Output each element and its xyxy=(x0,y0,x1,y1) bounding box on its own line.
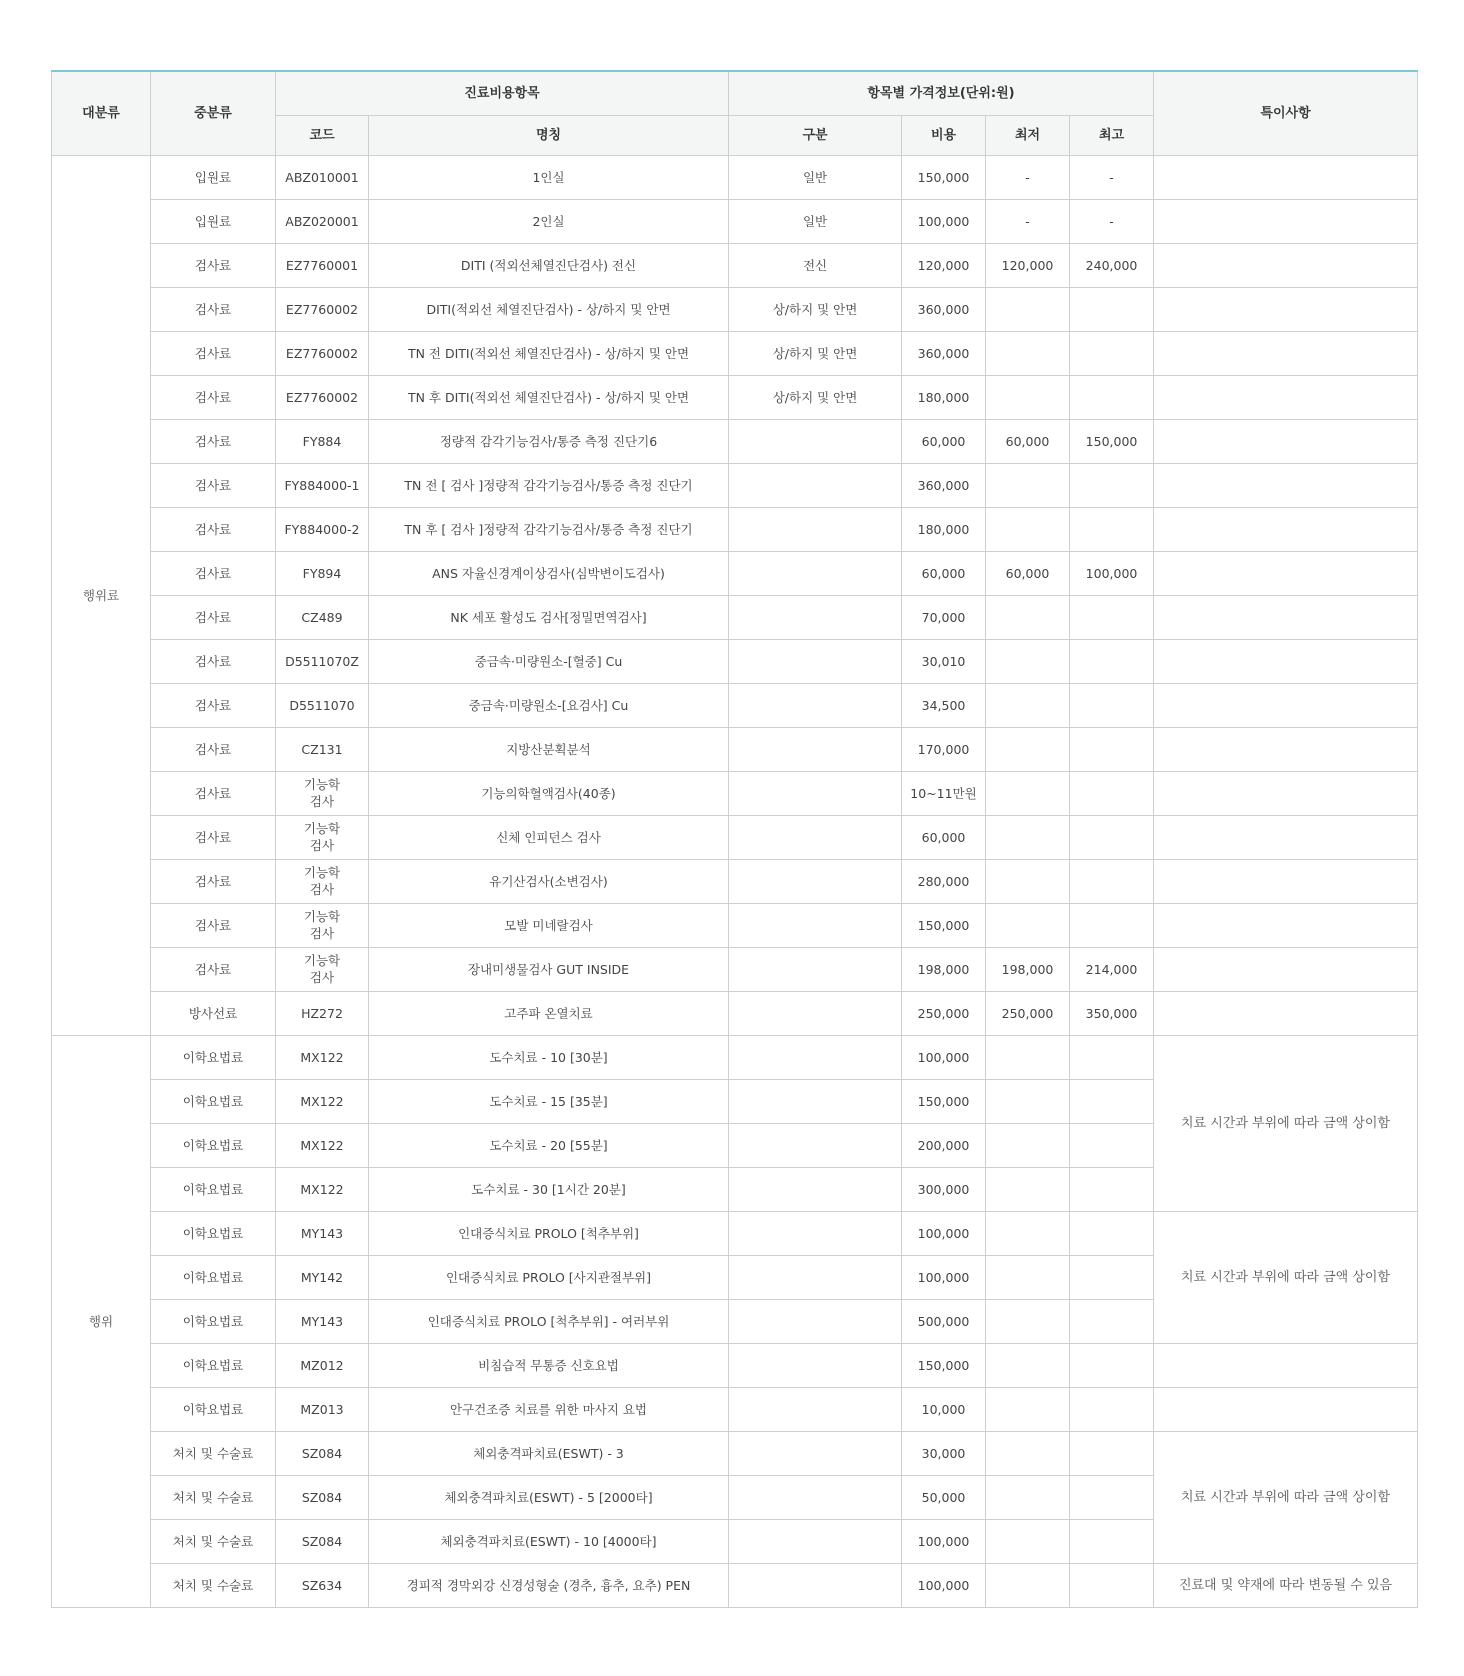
type-cell xyxy=(729,1343,902,1387)
notes-cell: 치료 시간과 부위에 따라 금액 상이함 xyxy=(1154,1211,1418,1343)
code-cell: 기능학 검사 xyxy=(276,903,369,947)
max-price-cell xyxy=(1070,1343,1154,1387)
min-price-cell xyxy=(986,1079,1070,1123)
code-cell: MX122 xyxy=(276,1167,369,1211)
cost-cell: 30,000 xyxy=(902,1431,986,1475)
middle-category-cell: 이학요법료 xyxy=(151,1343,276,1387)
cost-cell: 150,000 xyxy=(902,155,986,199)
table-row xyxy=(52,155,1418,199)
name-cell: 중금속·미량원소-[요검사] Cu xyxy=(369,683,729,727)
cost-cell: 500,000 xyxy=(902,1299,986,1343)
min-price-cell xyxy=(986,287,1070,331)
name-cell: 인대증식치료 PROLO [척추부위] xyxy=(369,1211,729,1255)
min-price-cell xyxy=(986,1563,1070,1607)
name-cell: DITI(적외선 체열진단검사) - 상/하지 및 안면 xyxy=(369,287,729,331)
middle-category-cell: 검사료 xyxy=(151,287,276,331)
max-price-cell: 100,000 xyxy=(1070,551,1154,595)
code-cell: FY894 xyxy=(276,551,369,595)
min-price-cell xyxy=(986,595,1070,639)
table-row xyxy=(52,859,1418,903)
max-price-cell xyxy=(1070,1563,1154,1607)
header-max: 최고 xyxy=(1070,115,1154,155)
max-price-cell: 350,000 xyxy=(1070,991,1154,1035)
header-code: 코드 xyxy=(276,115,369,155)
type-cell: 상/하지 및 안면 xyxy=(729,375,902,419)
cost-cell: 198,000 xyxy=(902,947,986,991)
name-cell: TN 전 [ 검사 ]정량적 감각기능검사/통증 측정 진단기 xyxy=(369,463,729,507)
code-cell: MX122 xyxy=(276,1123,369,1167)
cost-cell: 250,000 xyxy=(902,991,986,1035)
min-price-cell xyxy=(986,815,1070,859)
middle-category-cell: 이학요법료 xyxy=(151,1035,276,1079)
min-price-cell xyxy=(986,463,1070,507)
code-cell: SZ084 xyxy=(276,1475,369,1519)
middle-category-cell: 이학요법료 xyxy=(151,1123,276,1167)
type-cell: 상/하지 및 안면 xyxy=(729,331,902,375)
type-cell xyxy=(729,727,902,771)
middle-category-cell: 처치 및 수술료 xyxy=(151,1519,276,1563)
notes-cell: 치료 시간과 부위에 따라 금액 상이함 xyxy=(1154,1035,1418,1211)
middle-category-cell: 검사료 xyxy=(151,859,276,903)
max-price-cell xyxy=(1070,463,1154,507)
table-row xyxy=(52,331,1418,375)
table-row xyxy=(52,639,1418,683)
max-price-cell xyxy=(1070,1519,1154,1563)
name-cell: TN 전 DITI(적외선 체열진단검사) - 상/하지 및 안면 xyxy=(369,331,729,375)
max-price-cell xyxy=(1070,859,1154,903)
header-item-group: 진료비용항목 xyxy=(276,71,729,115)
table-row xyxy=(52,1563,1418,1607)
code-cell: HZ272 xyxy=(276,991,369,1035)
table-row xyxy=(52,507,1418,551)
notes-cell xyxy=(1154,903,1418,947)
notes-cell xyxy=(1154,639,1418,683)
type-cell xyxy=(729,1079,902,1123)
min-price-cell xyxy=(986,1299,1070,1343)
middle-category-cell: 검사료 xyxy=(151,683,276,727)
code-cell: 기능학 검사 xyxy=(276,859,369,903)
cost-cell: 60,000 xyxy=(902,551,986,595)
type-cell xyxy=(729,1299,902,1343)
cost-cell: 34,500 xyxy=(902,683,986,727)
table-row xyxy=(52,551,1418,595)
header-notes: 특이사항 xyxy=(1154,71,1418,155)
table-row xyxy=(52,375,1418,419)
type-cell xyxy=(729,859,902,903)
middle-category-cell: 검사료 xyxy=(151,947,276,991)
middle-category-cell: 이학요법료 xyxy=(151,1079,276,1123)
notes-cell xyxy=(1154,375,1418,419)
max-price-cell xyxy=(1070,1475,1154,1519)
min-price-cell xyxy=(986,1519,1070,1563)
cost-cell: 180,000 xyxy=(902,507,986,551)
max-price-cell xyxy=(1070,375,1154,419)
name-cell: 고주파 온열치료 xyxy=(369,991,729,1035)
notes-cell xyxy=(1154,331,1418,375)
table-row xyxy=(52,463,1418,507)
max-price-cell xyxy=(1070,815,1154,859)
type-cell xyxy=(729,1211,902,1255)
header-major: 대분류 xyxy=(52,71,151,155)
name-cell: DITI (적외선체열진단검사) 전신 xyxy=(369,243,729,287)
max-price-cell: - xyxy=(1070,155,1154,199)
cost-cell: 70,000 xyxy=(902,595,986,639)
cost-cell: 360,000 xyxy=(902,331,986,375)
code-cell: 기능학 검사 xyxy=(276,815,369,859)
name-cell: 정량적 감각기능검사/통증 측정 진단기6 xyxy=(369,419,729,463)
min-price-cell xyxy=(986,375,1070,419)
max-price-cell xyxy=(1070,1035,1154,1079)
code-cell: MX122 xyxy=(276,1079,369,1123)
type-cell: 일반 xyxy=(729,199,902,243)
table-row xyxy=(52,1431,1418,1475)
notes-cell xyxy=(1154,1387,1418,1431)
min-price-cell xyxy=(986,331,1070,375)
name-cell: 도수치료 - 10 [30분] xyxy=(369,1035,729,1079)
name-cell: 비침습적 무통증 신호요법 xyxy=(369,1343,729,1387)
max-price-cell xyxy=(1070,1255,1154,1299)
name-cell: NK 세포 활성도 검사[정밀면역검사] xyxy=(369,595,729,639)
type-cell xyxy=(729,1123,902,1167)
code-cell: SZ634 xyxy=(276,1563,369,1607)
code-cell: D5511070Z xyxy=(276,639,369,683)
min-price-cell: 198,000 xyxy=(986,947,1070,991)
name-cell: 체외충격파치료(ESWT) - 3 xyxy=(369,1431,729,1475)
cost-cell: 50,000 xyxy=(902,1475,986,1519)
type-cell xyxy=(729,1255,902,1299)
table-row xyxy=(52,199,1418,243)
type-cell xyxy=(729,947,902,991)
type-cell xyxy=(729,551,902,595)
type-cell xyxy=(729,683,902,727)
table-row xyxy=(52,595,1418,639)
middle-category-cell: 처치 및 수술료 xyxy=(151,1475,276,1519)
min-price-cell: - xyxy=(986,199,1070,243)
cost-cell: 150,000 xyxy=(902,1079,986,1123)
notes-cell xyxy=(1154,947,1418,991)
max-price-cell xyxy=(1070,639,1154,683)
table-row xyxy=(52,1035,1418,1079)
name-cell: 신체 인피던스 검사 xyxy=(369,815,729,859)
max-price-cell xyxy=(1070,1167,1154,1211)
min-price-cell xyxy=(986,1475,1070,1519)
table-row xyxy=(52,903,1418,947)
name-cell: ANS 자율신경계이상검사(심박변이도검사) xyxy=(369,551,729,595)
notes-cell xyxy=(1154,199,1418,243)
middle-category-cell: 검사료 xyxy=(151,903,276,947)
middle-category-cell: 검사료 xyxy=(151,419,276,463)
type-cell xyxy=(729,991,902,1035)
type-cell xyxy=(729,1035,902,1079)
type-cell xyxy=(729,1475,902,1519)
min-price-cell xyxy=(986,1035,1070,1079)
min-price-cell xyxy=(986,683,1070,727)
min-price-cell xyxy=(986,727,1070,771)
table-row xyxy=(52,727,1418,771)
name-cell: 1인실 xyxy=(369,155,729,199)
middle-category-cell: 이학요법료 xyxy=(151,1167,276,1211)
min-price-cell xyxy=(986,1255,1070,1299)
code-cell: MX122 xyxy=(276,1035,369,1079)
cost-cell: 180,000 xyxy=(902,375,986,419)
cost-cell: 100,000 xyxy=(902,1255,986,1299)
notes-cell xyxy=(1154,683,1418,727)
code-cell: MY143 xyxy=(276,1299,369,1343)
max-price-cell xyxy=(1070,1211,1154,1255)
cost-cell: 100,000 xyxy=(902,1035,986,1079)
notes-cell xyxy=(1154,991,1418,1035)
middle-category-cell: 검사료 xyxy=(151,771,276,815)
type-cell xyxy=(729,815,902,859)
name-cell: 장내미생물검사 GUT INSIDE xyxy=(369,947,729,991)
middle-category-cell: 입원료 xyxy=(151,155,276,199)
price-table xyxy=(51,70,1418,1608)
middle-category-cell: 검사료 xyxy=(151,375,276,419)
type-cell: 전신 xyxy=(729,243,902,287)
type-cell xyxy=(729,1519,902,1563)
code-cell: FY884000-2 xyxy=(276,507,369,551)
name-cell: 도수치료 - 30 [1시간 20분] xyxy=(369,1167,729,1211)
code-cell: MZ012 xyxy=(276,1343,369,1387)
min-price-cell xyxy=(986,1123,1070,1167)
max-price-cell xyxy=(1070,727,1154,771)
min-price-cell xyxy=(986,859,1070,903)
name-cell: 도수치료 - 15 [35분] xyxy=(369,1079,729,1123)
max-price-cell xyxy=(1070,683,1154,727)
code-cell: EZ7760002 xyxy=(276,375,369,419)
notes-cell xyxy=(1154,815,1418,859)
code-cell: MY142 xyxy=(276,1255,369,1299)
min-price-cell: - xyxy=(986,155,1070,199)
major-category-cell: 행위료 xyxy=(52,155,151,1035)
max-price-cell xyxy=(1070,1299,1154,1343)
table-row xyxy=(52,287,1418,331)
table-row xyxy=(52,815,1418,859)
type-cell: 일반 xyxy=(729,155,902,199)
header-cost: 비용 xyxy=(902,115,986,155)
notes-cell xyxy=(1154,1343,1418,1387)
type-cell xyxy=(729,419,902,463)
type-cell xyxy=(729,595,902,639)
code-cell: EZ7760002 xyxy=(276,287,369,331)
middle-category-cell: 이학요법료 xyxy=(151,1387,276,1431)
middle-category-cell: 검사료 xyxy=(151,815,276,859)
cost-cell: 10,000 xyxy=(902,1387,986,1431)
min-price-cell xyxy=(986,1211,1070,1255)
cost-cell: 150,000 xyxy=(902,1343,986,1387)
table-row xyxy=(52,947,1418,991)
notes-cell xyxy=(1154,243,1418,287)
middle-category-cell: 처치 및 수술료 xyxy=(151,1563,276,1607)
cost-cell: 360,000 xyxy=(902,463,986,507)
max-price-cell xyxy=(1070,1431,1154,1475)
table-row xyxy=(52,419,1418,463)
notes-cell xyxy=(1154,287,1418,331)
max-price-cell xyxy=(1070,331,1154,375)
type-cell xyxy=(729,1431,902,1475)
cost-cell: 360,000 xyxy=(902,287,986,331)
name-cell: 기능의학혈액검사(40종) xyxy=(369,771,729,815)
cost-cell: 100,000 xyxy=(902,1519,986,1563)
middle-category-cell: 방사선료 xyxy=(151,991,276,1035)
min-price-cell xyxy=(986,639,1070,683)
middle-category-cell: 검사료 xyxy=(151,243,276,287)
cost-cell: 30,010 xyxy=(902,639,986,683)
notes-cell: 진료대 및 약재에 따라 변동될 수 있음 xyxy=(1154,1563,1418,1607)
type-cell xyxy=(729,507,902,551)
middle-category-cell: 이학요법료 xyxy=(151,1255,276,1299)
table-row xyxy=(52,683,1418,727)
cost-cell: 120,000 xyxy=(902,243,986,287)
major-category-cell: 행위 xyxy=(52,1035,151,1607)
min-price-cell xyxy=(986,903,1070,947)
notes-cell xyxy=(1154,419,1418,463)
code-cell: SZ084 xyxy=(276,1431,369,1475)
cost-cell: 150,000 xyxy=(902,903,986,947)
middle-category-cell: 검사료 xyxy=(151,331,276,375)
middle-category-cell: 검사료 xyxy=(151,639,276,683)
min-price-cell: 60,000 xyxy=(986,551,1070,595)
type-cell: 상/하지 및 안면 xyxy=(729,287,902,331)
min-price-cell xyxy=(986,1167,1070,1211)
min-price-cell: 60,000 xyxy=(986,419,1070,463)
notes-cell xyxy=(1154,595,1418,639)
cost-cell: 300,000 xyxy=(902,1167,986,1211)
max-price-cell xyxy=(1070,1079,1154,1123)
code-cell: CZ131 xyxy=(276,727,369,771)
name-cell: 지방산분획분석 xyxy=(369,727,729,771)
cost-cell: 280,000 xyxy=(902,859,986,903)
cost-cell: 100,000 xyxy=(902,199,986,243)
table-body xyxy=(52,155,1418,1607)
notes-cell xyxy=(1154,771,1418,815)
cost-cell: 60,000 xyxy=(902,815,986,859)
middle-category-cell: 처치 및 수술료 xyxy=(151,1431,276,1475)
name-cell: 체외충격파치료(ESWT) - 10 [4000타] xyxy=(369,1519,729,1563)
type-cell xyxy=(729,903,902,947)
header-min: 최저 xyxy=(986,115,1070,155)
name-cell: 경피적 경막외강 신경성형술 (경추, 흉추, 요추) PEN xyxy=(369,1563,729,1607)
table-header xyxy=(52,71,1418,155)
notes-cell xyxy=(1154,727,1418,771)
notes-cell: 치료 시간과 부위에 따라 금액 상이함 xyxy=(1154,1431,1418,1563)
min-price-cell xyxy=(986,507,1070,551)
middle-category-cell: 입원료 xyxy=(151,199,276,243)
name-cell: 중금속·미량원소-[혈중] Cu xyxy=(369,639,729,683)
notes-cell xyxy=(1154,463,1418,507)
type-cell xyxy=(729,1167,902,1211)
code-cell: ABZ010001 xyxy=(276,155,369,199)
name-cell: 안구건조증 치료를 위한 마사지 요법 xyxy=(369,1387,729,1431)
cost-cell: 200,000 xyxy=(902,1123,986,1167)
name-cell: 도수치료 - 20 [55분] xyxy=(369,1123,729,1167)
name-cell: 2인실 xyxy=(369,199,729,243)
min-price-cell: 250,000 xyxy=(986,991,1070,1035)
table-row xyxy=(52,1343,1418,1387)
min-price-cell xyxy=(986,1343,1070,1387)
code-cell: ABZ020001 xyxy=(276,199,369,243)
table-row xyxy=(52,243,1418,287)
notes-cell xyxy=(1154,155,1418,199)
middle-category-cell: 검사료 xyxy=(151,463,276,507)
name-cell: 유기산검사(소변검사) xyxy=(369,859,729,903)
cost-cell: 100,000 xyxy=(902,1563,986,1607)
code-cell: MZ013 xyxy=(276,1387,369,1431)
type-cell xyxy=(729,463,902,507)
min-price-cell xyxy=(986,1387,1070,1431)
code-cell: 기능학 검사 xyxy=(276,771,369,815)
type-cell xyxy=(729,1563,902,1607)
code-cell: FY884000-1 xyxy=(276,463,369,507)
code-cell: EZ7760001 xyxy=(276,243,369,287)
middle-category-cell: 검사료 xyxy=(151,595,276,639)
header-name: 명칭 xyxy=(369,115,729,155)
header-type: 구분 xyxy=(729,115,902,155)
table-row xyxy=(52,991,1418,1035)
notes-cell xyxy=(1154,507,1418,551)
code-cell: EZ7760002 xyxy=(276,331,369,375)
name-cell: 인대증식치료 PROLO [척추부위] - 여러부위 xyxy=(369,1299,729,1343)
code-cell: CZ489 xyxy=(276,595,369,639)
max-price-cell: 214,000 xyxy=(1070,947,1154,991)
code-cell: SZ084 xyxy=(276,1519,369,1563)
max-price-cell: - xyxy=(1070,199,1154,243)
middle-category-cell: 이학요법료 xyxy=(151,1299,276,1343)
min-price-cell xyxy=(986,771,1070,815)
name-cell: TN 후 DITI(적외선 체열진단검사) - 상/하지 및 안면 xyxy=(369,375,729,419)
name-cell: 인대증식치료 PROLO [사지관절부위] xyxy=(369,1255,729,1299)
type-cell xyxy=(729,639,902,683)
min-price-cell xyxy=(986,1431,1070,1475)
cost-cell: 100,000 xyxy=(902,1211,986,1255)
cost-cell: 60,000 xyxy=(902,419,986,463)
max-price-cell xyxy=(1070,595,1154,639)
header-middle: 중분류 xyxy=(151,71,276,155)
max-price-cell xyxy=(1070,287,1154,331)
cost-cell: 170,000 xyxy=(902,727,986,771)
code-cell: D5511070 xyxy=(276,683,369,727)
max-price-cell: 150,000 xyxy=(1070,419,1154,463)
middle-category-cell: 검사료 xyxy=(151,551,276,595)
max-price-cell xyxy=(1070,771,1154,815)
max-price-cell xyxy=(1070,1123,1154,1167)
table-row xyxy=(52,1211,1418,1255)
max-price-cell: 240,000 xyxy=(1070,243,1154,287)
code-cell: MY143 xyxy=(276,1211,369,1255)
middle-category-cell: 이학요법료 xyxy=(151,1211,276,1255)
min-price-cell: 120,000 xyxy=(986,243,1070,287)
notes-cell xyxy=(1154,551,1418,595)
max-price-cell xyxy=(1070,1387,1154,1431)
code-cell: 기능학 검사 xyxy=(276,947,369,991)
name-cell: 모발 미네랄검사 xyxy=(369,903,729,947)
code-cell: FY884 xyxy=(276,419,369,463)
header-price-group: 항목별 가격정보(단위:원) xyxy=(729,71,1154,115)
table-row xyxy=(52,1387,1418,1431)
notes-cell xyxy=(1154,859,1418,903)
table-row xyxy=(52,771,1418,815)
type-cell xyxy=(729,771,902,815)
middle-category-cell: 검사료 xyxy=(151,727,276,771)
middle-category-cell: 검사료 xyxy=(151,507,276,551)
max-price-cell xyxy=(1070,903,1154,947)
name-cell: 체외충격파치료(ESWT) - 5 [2000타] xyxy=(369,1475,729,1519)
max-price-cell xyxy=(1070,507,1154,551)
type-cell xyxy=(729,1387,902,1431)
name-cell: TN 후 [ 검사 ]정량적 감각기능검사/통증 측정 진단기 xyxy=(369,507,729,551)
cost-cell: 10~11만원 xyxy=(902,771,986,815)
